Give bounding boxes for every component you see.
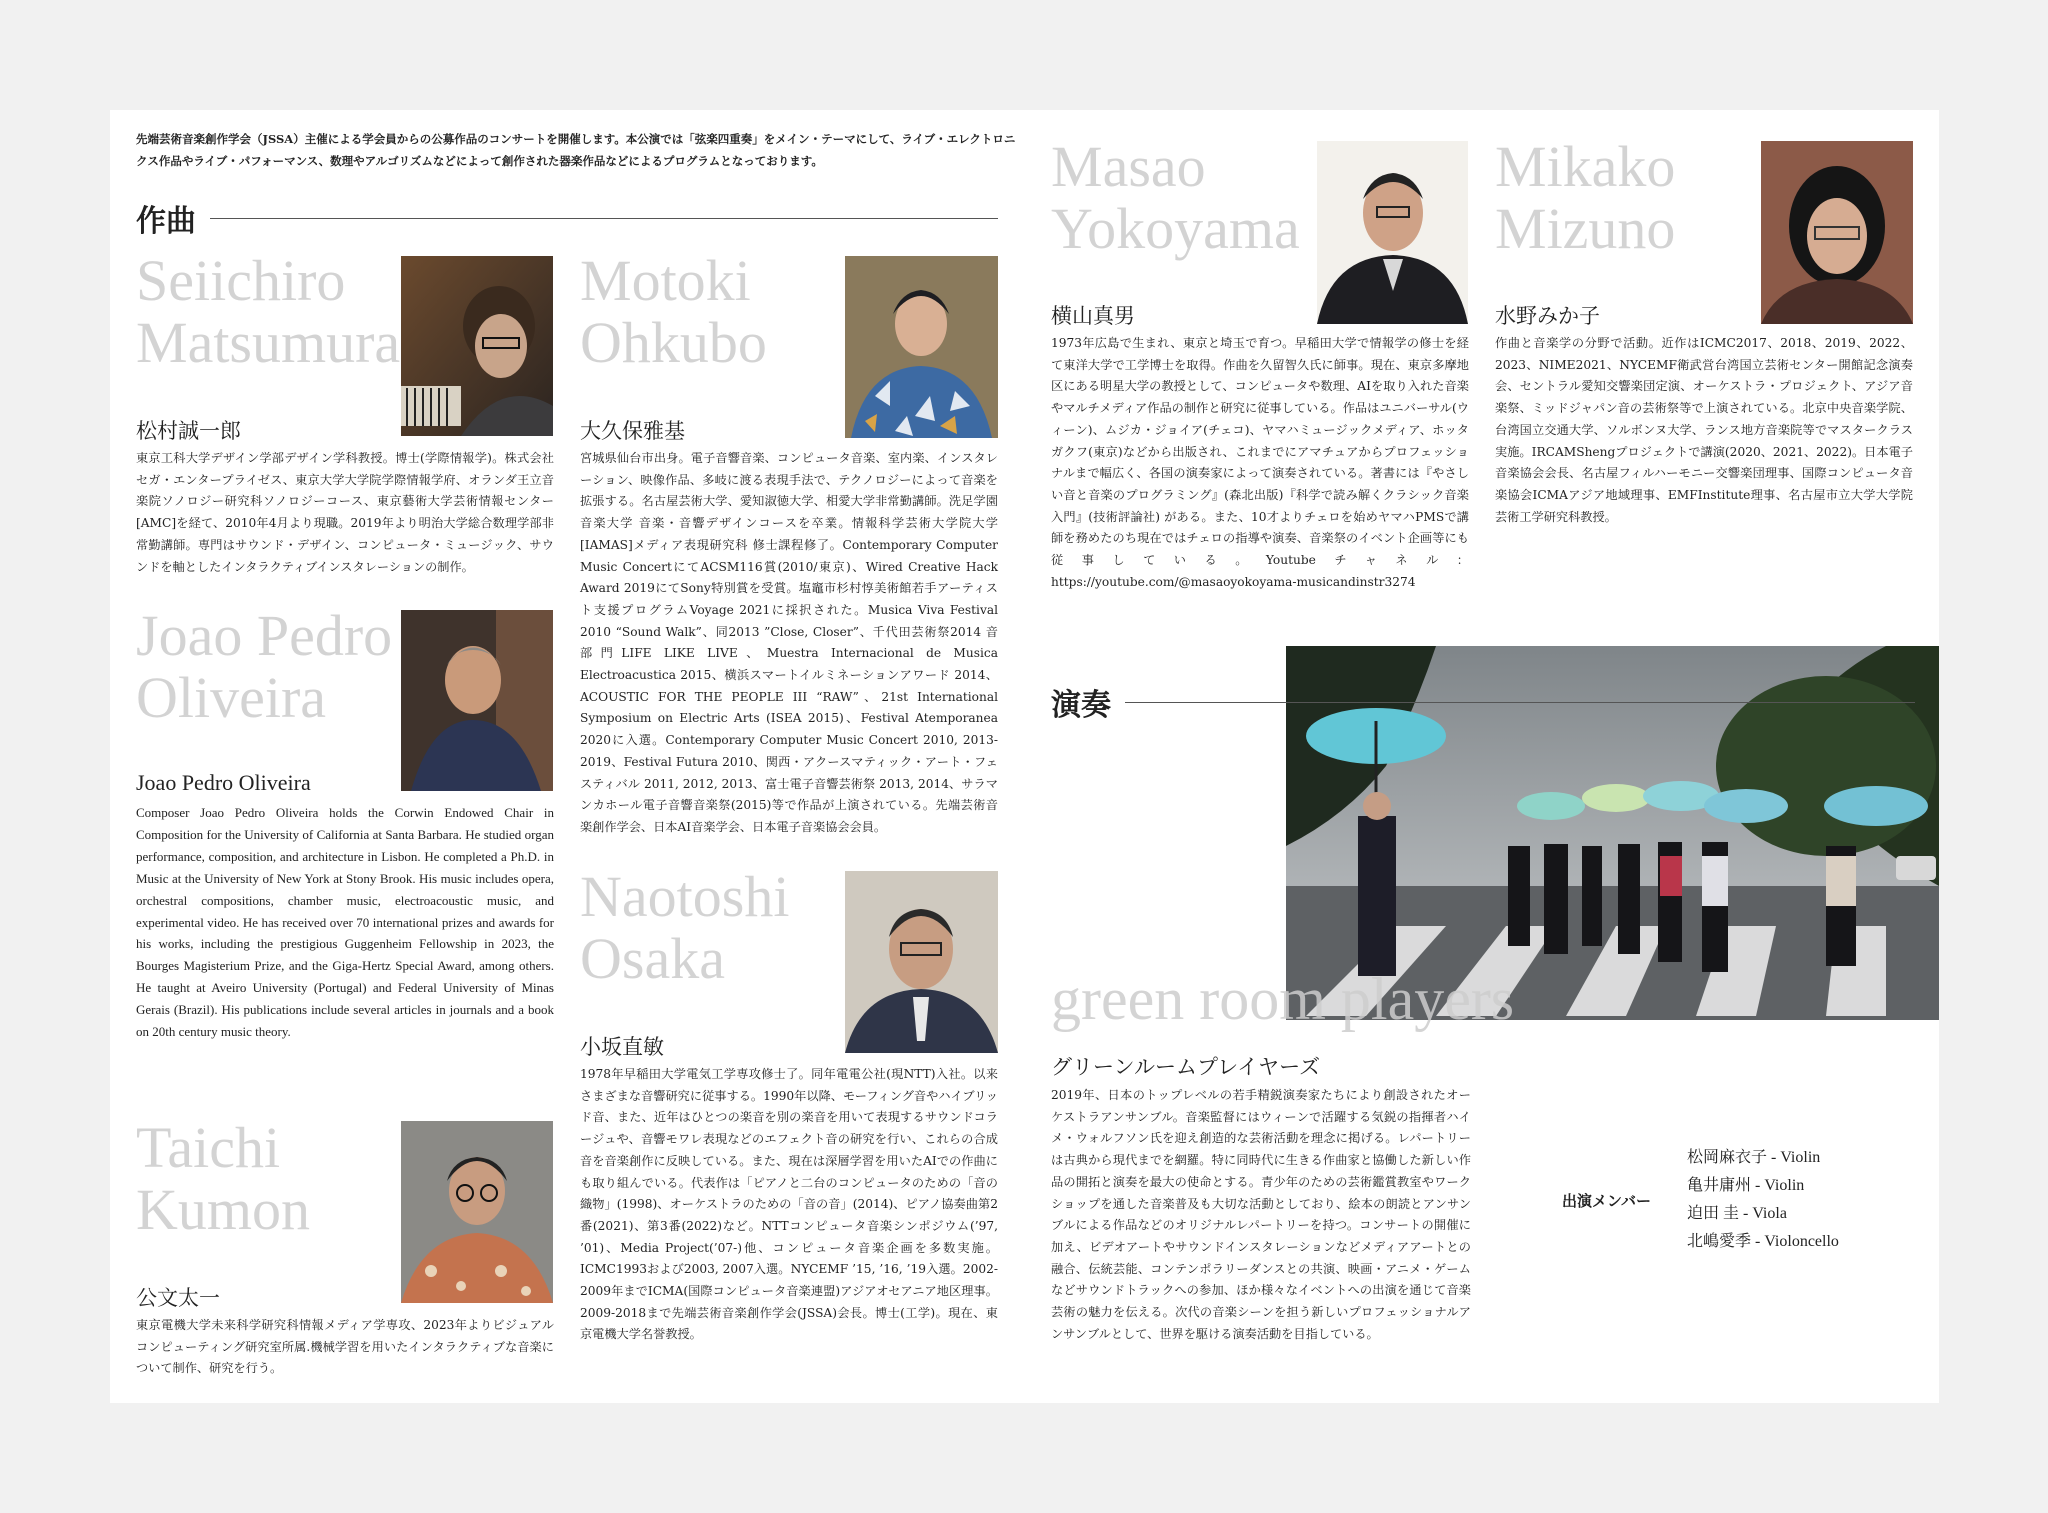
composer-bio: 1978年早稲田大学電気工学専攻修士了。同年電電公社(現NTT)入社。以来さまざまな音響研究に従事する。1990年以降、モーフィング音やハイブリッド音、また、近年はひとつの楽音を別の楽音を用いて表現するサウンドコラージュや、音響モワレ表現などのエフェクト音の研究を行い、これらの合成音を音楽創作に反映している。また、現在は深層学習を用いたAIでの作曲にも取り組んでいる。代表作は「ピアノと二台のコンピュータのための「音の織物」(1998)、オーケストラのための「音の音」(2014)、ピアノ協奏曲第2番(2021)、第3番(2022)など。NTTコンピュータ音楽シンポジウム(’97, ’01)、Media Project(’07-)他、コンピュータ音楽企画を多数実施。ICMC1993および2003, 2007入選。NYCEMF ’15, ’16, ’19入選。2002-2009年までICMA(国際コンピュータ音楽連盟)アジアオセアニア地区理事。2009-2018まで先端芸術音楽創作学会(JSSA)会長。博士(工学)。現在、東京電機大学名誉教授。 — [580, 1067, 998, 1342]
ensemble-name: グリーンルームプレイヤーズ — [1051, 1055, 1321, 1079]
composer-roman-name: Seiichiro Matsumura — [136, 248, 401, 375]
intro-text: 先端芸術音楽創作学会（JSSA）主催による学会員からの公募作品のコンサートを開催します。本公演では「弦楽四重奏」をメイン・テーマにして、ライブ・エレクトロニクス作品やライブ・パフォーマンス、数理やアルゴリズムなどによって創作された器楽作品などによるプログラムとなっております。 — [136, 132, 1016, 168]
ensemble-roman-title: green room players — [1051, 966, 1515, 1032]
composer-bio: 宮城県仙台市出身。電子音響音楽、コンピュータ音楽、室内楽、インスタレーション、映像作品、多岐に渡る表現手法で、テクノロジーによって音楽を拡張する。名古屋芸術大学、愛知淑徳大学、相愛大学非常勤講師。洗足学園音楽大学 音楽・音響デザインコースを卒業。情報科学芸術大学院大学[IAMAS]メディア表現研究科 修士課程修了。Contemporary Computer Music ConcertにてACSM116賞(2010/東京)、Wired Creative Hack Award 2019にてSony特別賞を受賞。塩竈市杉村惇美術館若手アーティスト支援プログラムVoyage 2021に採択された。Musica Viva Festival 2010 “Sound Walk”、同2013 ”Close, Closer”、千代田芸術祭2014 音部門LIFE LIKE LIVE、Muestra Internacional de Musica Electroacustica 2015、横浜スマートイルミネーションアワード 2014、ACOUSTIC FOR THE PEOPLE III “RAW”、21st International Symposium on Electric Arts (ISEA 2015)、Festival Atemporanea 2020に入選。Contemporary Computer Music Concert 2010, 2013-2019、Festival Futura 2010、関西・アクースマティック・アート・フェスティバル 2011, 2012, 2013、富士電子音響芸術祭 2013, 2014、サラマンカホール電子音響音楽祭(2015)等で作品が上演されている。先端芸術音楽創作学会、日本AI音楽学会、日本電子音楽協会会員。 — [580, 451, 998, 834]
composer-name: 公文太一 — [136, 1286, 220, 1310]
composer-photo — [401, 256, 553, 436]
members-list — [1687, 1144, 1839, 1256]
member-item: 北嶋愛季 - Violoncello — [1687, 1233, 1839, 1250]
composer-photo — [401, 610, 553, 791]
composer-bio: 作曲と音楽学の分野で活動。近作はICMC2017、2018、2019、2022、2023、NIME2021、NYCEMF衛武営台湾国立芸術センター開館記念演奏会、セントラル愛知交響楽団定演、オーケストラ・プロジェクト、アジア音楽祭、ミッドジャパン音の芸術祭等で上演されている。北京中央音楽学院、台湾国立交通大学、ソルボンヌ大学、ランス地方音楽院等でマスタークラス実施。IRCAMShengプロジェクトで講演(2020、2021、2022)。日本電子音楽協会会長、名古屋フィルハーモニー交響楽団理事、国際コンピュータ音楽協会ICMAアジア地域理事、EMFInstitute理事、名古屋市立大学大学院芸術工学研究科教授。 — [1495, 336, 1913, 524]
performance-heading: 演奏 — [1051, 688, 1111, 723]
composer-name: 横山真男 — [1051, 304, 1135, 328]
composer-name: 水野みか子 — [1495, 304, 1600, 328]
composer-name: Joao Pedro Oliveira — [136, 770, 311, 795]
composer-photo — [845, 256, 998, 438]
composer-name: 松村誠一郎 — [136, 419, 241, 443]
member-item: 松岡麻衣子 - Violin — [1687, 1149, 1821, 1166]
composer-roman-name: Naotoshi Osaka — [580, 864, 790, 991]
composer-roman-name: Taichi Kumon — [136, 1115, 310, 1242]
composer-photo — [1317, 141, 1468, 324]
composition-heading: 作曲 — [136, 204, 196, 239]
member-item: 亀井庸州 - Violin — [1687, 1177, 1805, 1194]
composer-roman-name: Masao Yokoyama — [1051, 134, 1300, 261]
composer-bio: 東京工科大学デザイン学部デザイン学科教授。博士(学際情報学)。株式会社セガ・エンタープライゼス、東京大学大学院学際情報学府、オランダ王立音楽院ソノロジー研究科ソノロジーコース、東京藝術大学芸術情報センター [AMC]を経て、2010年4月より現職。2019年より明治大学総合数理学部非常勤講師。専門はサウンド・デザイン、コンピュータ・ミュージック、サウンドを軸としたインタラクティブインスタレーションの制作。 — [136, 451, 554, 574]
composer-photo — [401, 1121, 553, 1303]
composition-rule — [210, 218, 998, 219]
composer-roman-name: Joao Pedro Oliveira — [136, 603, 393, 730]
composer-bio: Composer Joao Pedro Oliveira holds the Corwin Endowed Chair in Composition for the University of California at Santa Barbara. He studied organ performance, composition, and architecture in Lisbon. He completed a Ph.D. in Music at the University of New York at Stony Brook. His music includes opera, orchestral compositions, chamber music, electroacoustic music, and experimental video. He has received over 70 international prizes and awards for his works, including the prestigious Guggenheim Fellowship in 2023, the Bourges Magisterium Prize, and the Giga-Hertz Special Award, among others. He taught at Aveiro University (Portugal) and Federal University of Minas Gerais (Brazil). His publications include several articles in journals and a book on 20th century music theory. — [136, 805, 554, 1040]
composer-roman-name: Motoki Ohkubo — [580, 248, 767, 375]
composer-photo — [1761, 141, 1913, 324]
members-label: 出演メンバー — [1562, 1192, 1651, 1210]
composer-name: 大久保雅基 — [580, 419, 685, 443]
composer-photo — [845, 871, 998, 1053]
composer-bio: 東京電機大学未来科学研究科情報メディア学専攻、2023年よりビジュアルコンピューティング研究室所属.機械学習を用いたインタラクティブな音楽について制作、研究を行う。 — [136, 1318, 554, 1376]
composer-name: 小坂直敏 — [580, 1035, 664, 1059]
performance-rule — [1125, 702, 1915, 703]
ensemble-bio: 2019年、日本のトップレベルの若手精鋭演奏家たちにより創設されたオーケストラアンサンブル。音楽監督にはウィーンで活躍する気鋭の指揮者ハイメ・ウォルフソン氏を迎え創造的な芸術活動を理念に掲げる。レパートリーは古典から現代までを網羅。特に同時代に生きる作曲家と協働した新しい作品の開拓と演奏を最大の使命とする。青少年のための芸術鑑賞教室やワークショップを通した音楽普及も大切な活動としており、絵本の朗読とアンサンブルによる作品などのオリジナルレパートリーを持つ。コンサートの開催に加え、ビデオアートやサウンドインスタレーションなどメディアアートとの融合、伝統芸能、コンテンポラリーダンスとの共演、映画・アニメ・ゲームなどサウンドトラックへの参加、ほか様々なイベントへの出演を通じて音楽芸術の魅力を伝える。次代の音楽シーンを担う新しいプロフェッショナルアンサンブルとして、世界を駆ける演奏活動を目指している。 — [1051, 1088, 1471, 1341]
composer-roman-name: Mikako Mizuno — [1495, 134, 1676, 261]
composer-bio: 1973年広島で生まれ、東京と埼玉で育つ。早稲田大学で情報学の修士を経て東洋大学で工学博士を取得。作曲を久留智久氏に師事。現在、東京多摩地区にある明星大学の教授として、コンピュータや数理、AIを取り入れた音楽やマルチメディア作品の制作と研究に従事している。作品はユニバーサル(ウィーン)、ムジカ・ジョイア(チェコ)、ヤマハミュージックメディア、ホッタガクフ(東京)などから出版され、これまでにアマチュアからプロフェッショナルまで幅広く、各国の演奏家によって演奏されている。著書には『やさしい音と音楽のプログラミング』(森北出版)『科学で読み解くクラシック音楽入門』(技術評論社) がある。また、10才よりチェロを始めヤマハPMSで講師を務めたのち現在ではチェロの指導や演奏、音楽祭のイベント企画等にも従事している。Youtubeチャネル：https://youtube.com/@masaoyokoyama-musicandinstr3274 — [1051, 336, 1469, 589]
member-item: 迫田 圭 - Viola — [1687, 1205, 1787, 1222]
